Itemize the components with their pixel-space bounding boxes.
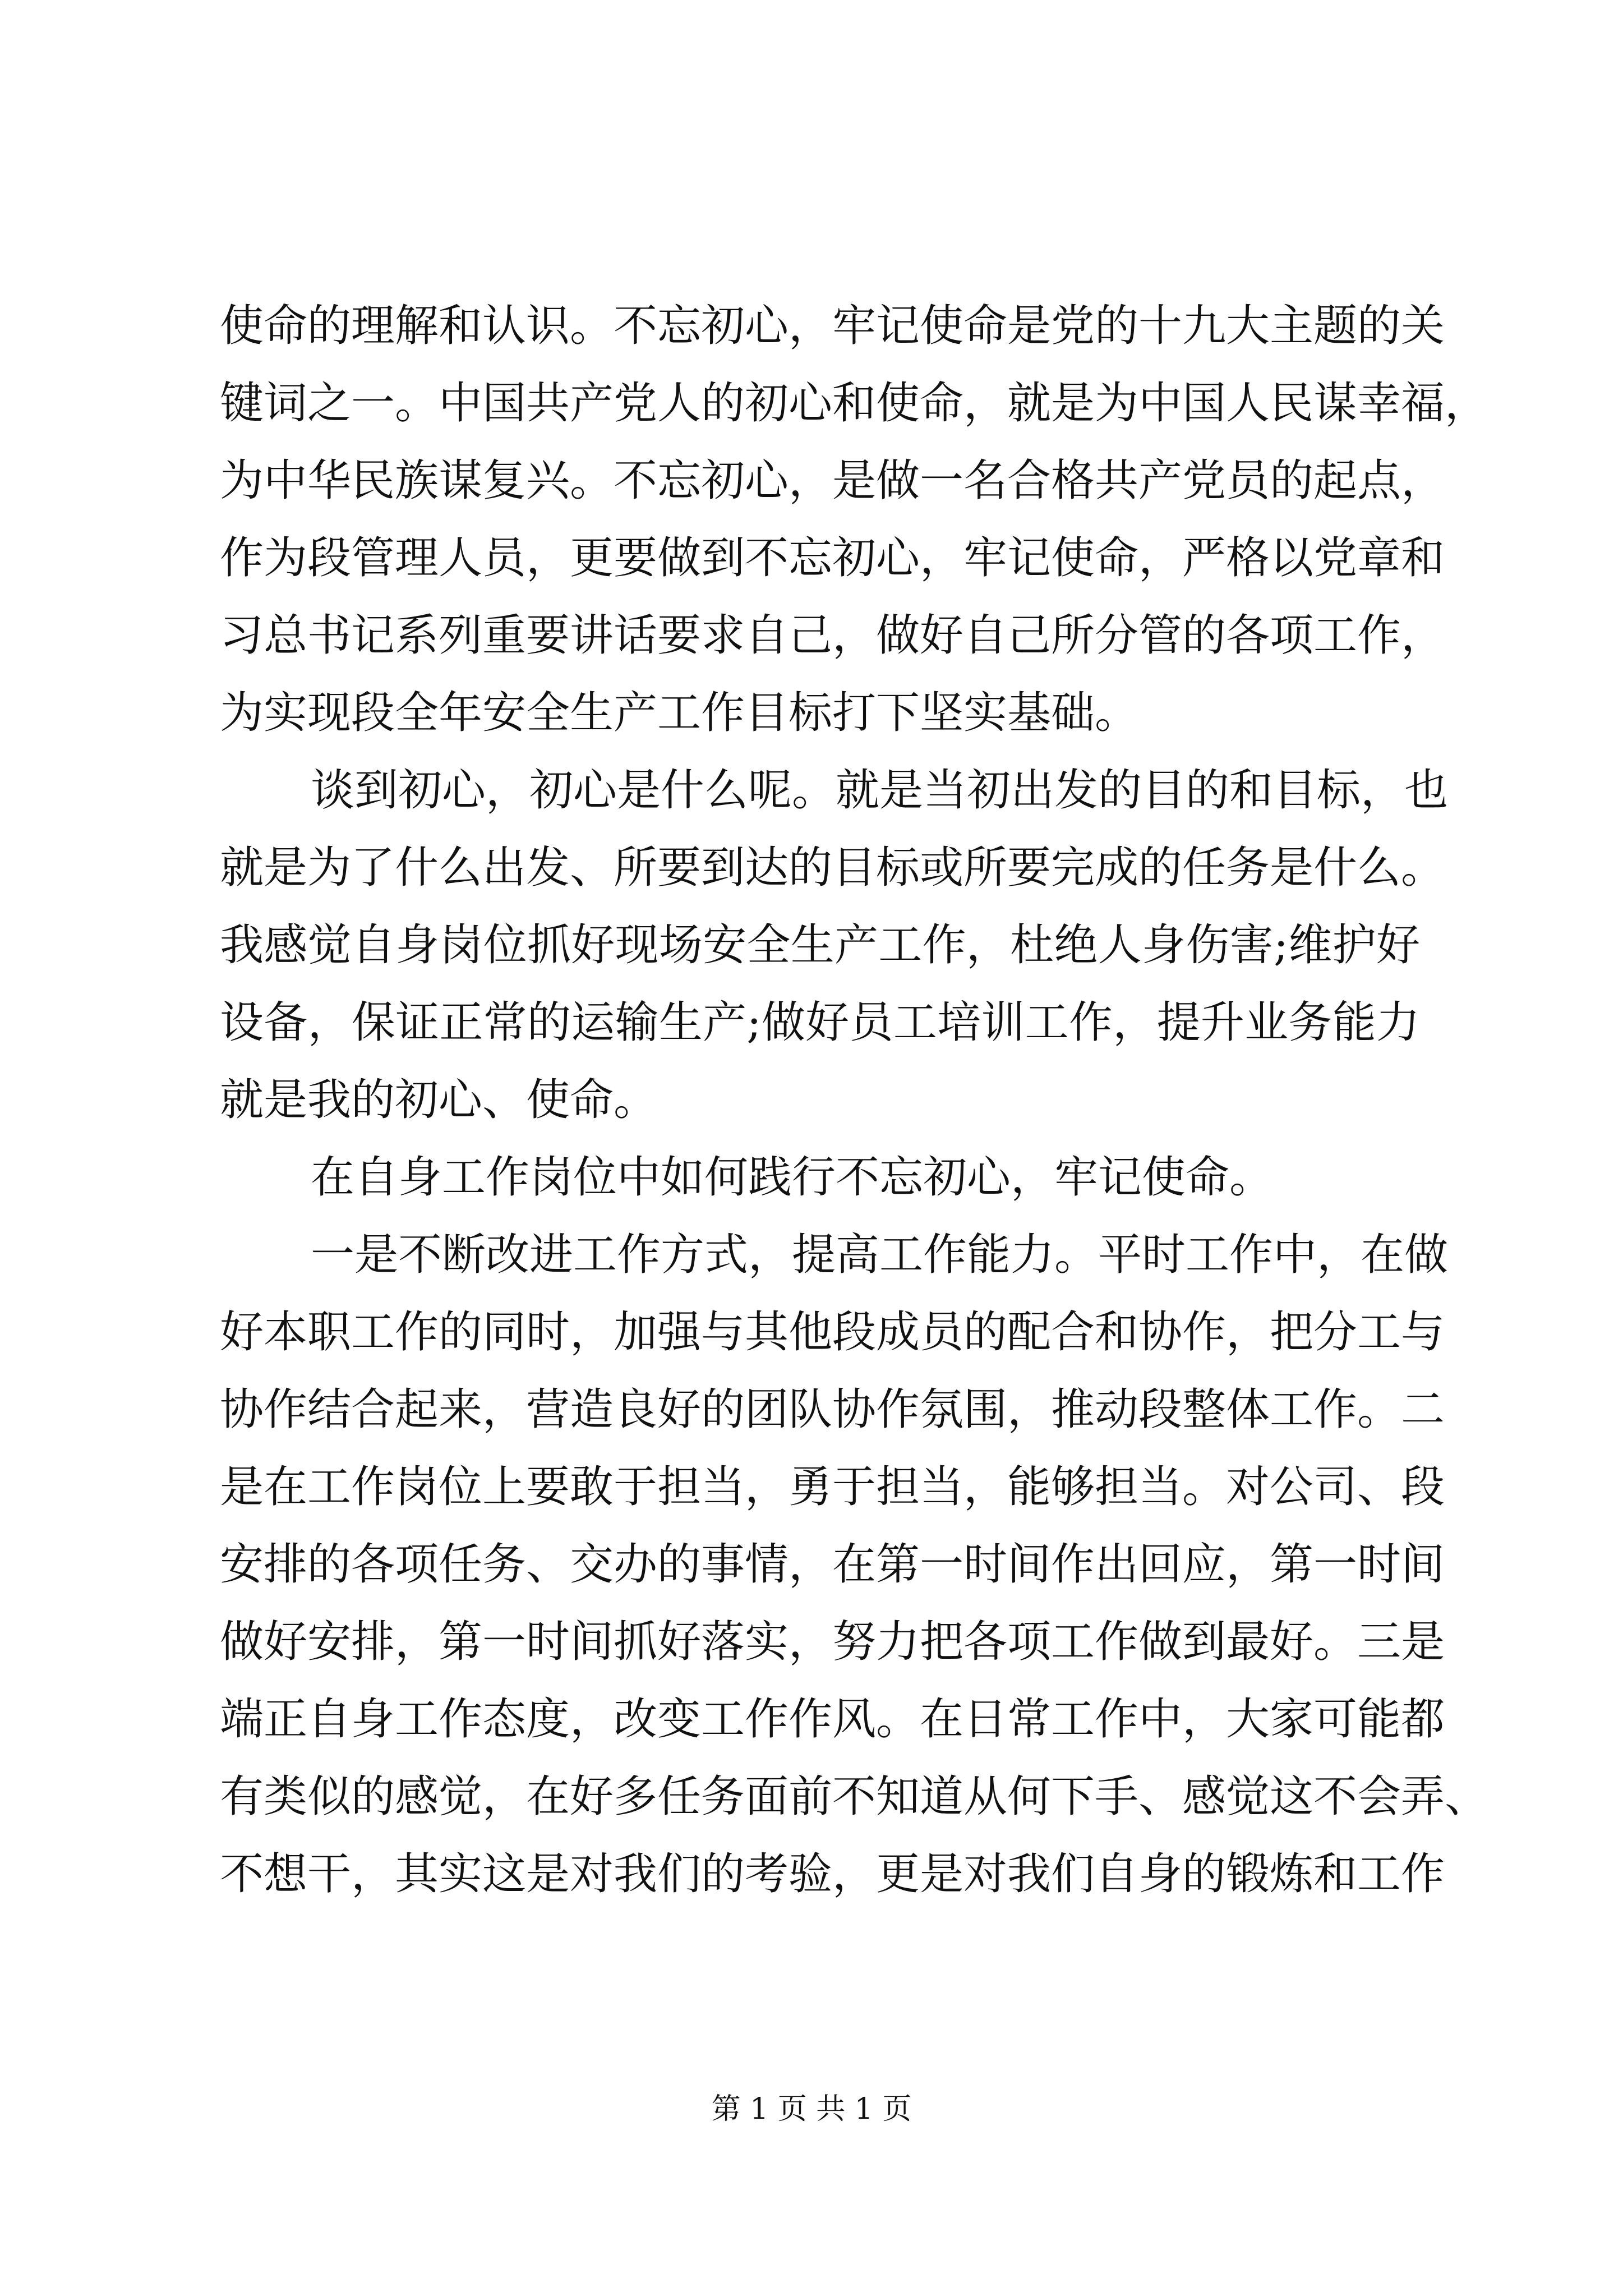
paragraph	[220, 287, 1489, 752]
paragraph	[220, 1216, 1489, 1913]
text-line: 有类似的感觉，在好多任务面前不知道从何下手、感觉这不会弄、	[220, 1772, 1489, 1822]
text-line: 不想干，其实这是对我们的考验，更是对我们自身的锻炼和工作	[220, 1849, 1445, 1899]
text-line: 就是为了什么出发、所要到达的目标或所要完成的任务是什么。	[220, 843, 1445, 893]
text-line: 一是不断改进工作方式，提高工作能力。平时工作中，在做	[311, 1230, 1449, 1280]
text-line: 好本职工作的同时，加强与其他段成员的配合和协作，把分工与	[220, 1307, 1445, 1358]
text-line: 是在工作岗位上要敢于担当，勇于担当，能够担当。对公司、段	[220, 1462, 1445, 1512]
text-line: 使命的理解和认识。不忘初心，牢记使命是党的十九大主题的关	[220, 301, 1445, 351]
text-line: 就是我的初心、使命。	[220, 1075, 658, 1125]
page-footer: 第 1 页 共 1 页	[711, 2092, 912, 2126]
text-line: 谈到初心，初心是什么呢。就是当初出发的目的和目标，也	[311, 765, 1449, 816]
text-line: 做好安排，第一时间抓好落实，努力把各项工作做到最好。三是	[220, 1617, 1445, 1667]
document-body	[220, 287, 1489, 1913]
text-line: 我感觉自身岗位抓好现场安全生产工作，杜绝人身伤害;维护好	[220, 920, 1420, 970]
text-line: 设备，保证正常的运输生产;做好员工培训工作，提升业务能力	[220, 997, 1420, 1048]
text-line: 协作结合起来，营造良好的团队协作氛围，推动段整体工作。二	[220, 1384, 1445, 1435]
paragraph	[220, 752, 1449, 1139]
text-line: 作为段管理人员，更要做到不忘初心，牢记使命，严格以党章和	[220, 533, 1445, 583]
text-line: 在自身工作岗位中如何践行不忘初心，牢记使命。	[311, 1152, 1274, 1203]
text-line: 为实现段全年安全生产工作目标打下坚实基础。	[220, 688, 1139, 738]
text-line: 为中华民族谋复兴。不忘初心，是做一名合格共产党员的起点，	[220, 455, 1445, 506]
text-line: 端正自身工作态度，改变工作作风。在日常工作中，大家可能都	[220, 1694, 1445, 1745]
paragraph	[220, 1139, 1420, 1216]
text-line: 键词之一。中国共产党人的初心和使命，就是为中国人民谋幸福，	[220, 378, 1489, 429]
text-line: 习总书记系列重要讲话要求自己，做好自己所分管的各项工作，	[220, 610, 1445, 661]
text-line: 安排的各项任务、交办的事情，在第一时间作出回应，第一时间	[220, 1539, 1445, 1590]
